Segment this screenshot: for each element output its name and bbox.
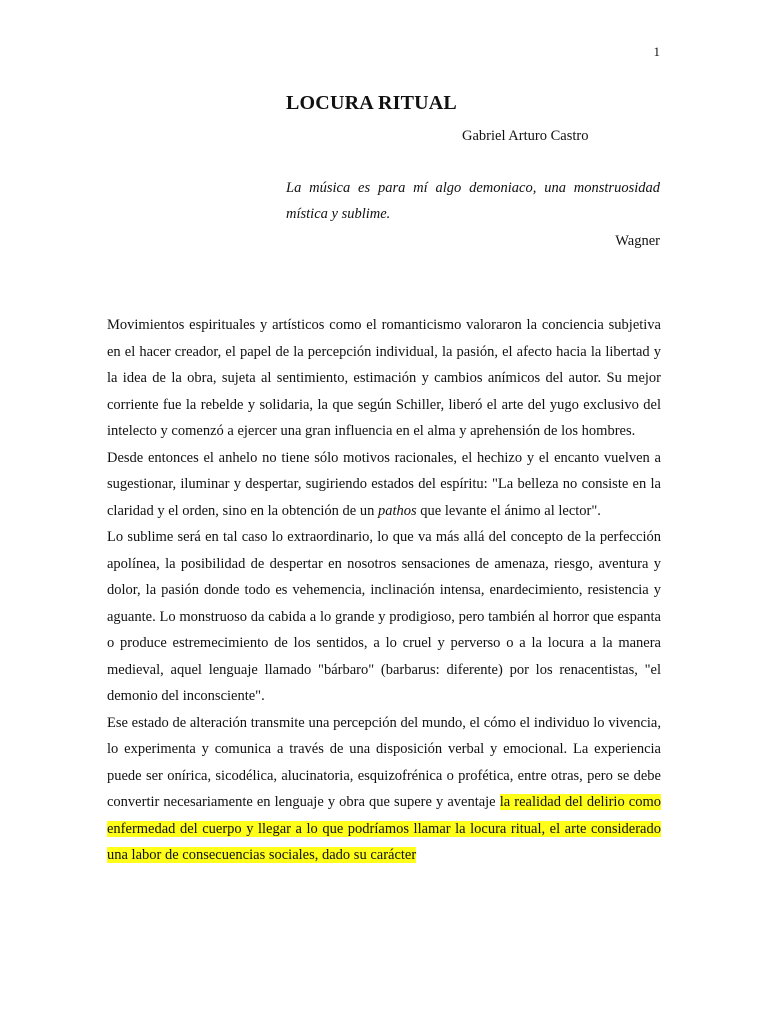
paragraph-2-text-end: que levante el ánimo al lector".	[416, 502, 601, 519]
paragraph-4	[107, 710, 661, 869]
paragraph-2	[107, 445, 661, 525]
epigraph-quote: La música es para mí algo demoniaco, una monstruosidad mística y sublime.	[286, 180, 660, 222]
epigraph-attribution: Wagner	[615, 233, 660, 249]
page-number: 1	[653, 44, 660, 59]
highlighted-text: la realidad del delirio como enfermedad del cuerpo y llegar a lo que podríamos llamar la locura ritual, el arte considerado una labor de consecuencias sociales, dado su carácter	[107, 794, 662, 863]
author-name: Gabriel Arturo Castro	[462, 128, 589, 144]
paragraph-1: Movimientos espirituales y artísticos como el romanticismo valoraron la conciencia subjetiva en el hacer creador, el papel de la percepción individual, la pasión, el afecto hacia la libertad y la idea de la obra, sujeta al sentimiento, estimación y cambios anímicos del autor. Su mejor corriente fue la rebelde y solidaria, la que según Schiller, liberó el arte del yugo exclusivo del intelecto y comenzó a ejercer una gran influencia en el alma y aprehensión de los hombres.	[107, 317, 661, 439]
paragraph-2-text-start: Desde entonces el anhelo no tiene sólo motivos racionales, el hechizo y el encanto vuelven a sugestionar, iluminar y despertar, sugiriendo estados del espíritu: "La belleza no consiste en la claridad y el orden, sino en la obtención de un	[107, 449, 661, 519]
paragraph-4-text: Ese estado de alteración transmite una percepción del mundo, el cómo el individuo lo vivencia, lo experimenta y comunica a través de una disposición verbal y emocional. La experiencia puede ser onírica, sicodélica, alucinatoria, esquizofrénica o profética, entre otras, pero se debe convertir necesariamente en lenguaje y obra que supere y aventaje	[107, 714, 661, 810]
body-text	[107, 312, 661, 869]
paragraph-3: Lo sublime será en tal caso lo extraordinario, lo que va más allá del concepto de la perfección apolínea, la posibilidad de despertar en nosotros sensaciones de amenaza, riesgo, aventura y dolor, la pasión donde todo es vehemencia, inclinación intensa, enardecimiento, resistencia y aguante. Lo monstruoso da cabida a lo grande y prodigioso, pero también al horror que espanta o produce estremecimiento de los sentidos, a lo cruel y perverso o a la locura a la manera medieval, aquel lenguaje llamado "bárbaro" (barbarus: diferente) por los renacentistas, "el demonio del inconsciente".	[107, 529, 661, 704]
paragraph-2-emphasis: pathos	[377, 502, 417, 519]
document-title: LOCURA RITUAL	[286, 92, 457, 114]
